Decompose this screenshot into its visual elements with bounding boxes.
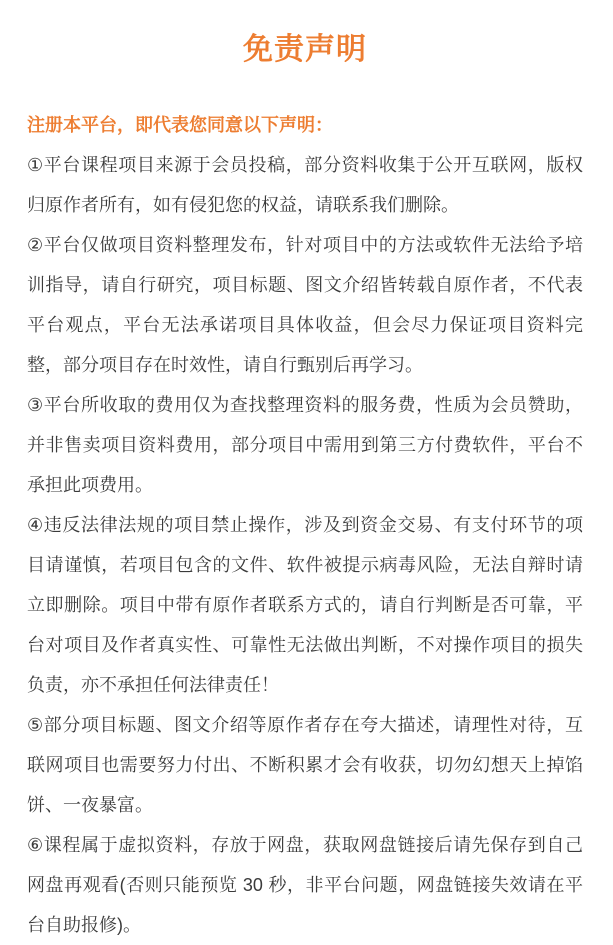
disclaimer-item-6: ⑥课程属于虚拟资料，存放于网盘，获取网盘链接后请先保存到自己网盘再观看(否则只能预览 30 秒，非平台问题，网盘链接失效请在平台自助报修)。: [27, 835, 583, 935]
page-title: 免责声明: [243, 33, 367, 66]
disclaimer-item-5: ⑤部分项目标题、图文介绍等原作者存在夸大描述，请理性对待，互联网项目也需要努力付出、不断积累才会有收获，切勿幻想天上掉馅饼、一夜暴富。: [27, 715, 583, 815]
disclaimer-item-1: ①平台课程项目来源于会员投稿，部分资料收集于公开互联网，版权归原作者所有，如有侵犯您的权益，请联系我们删除。: [27, 155, 583, 215]
disclaimer-item-4: ④违反法律法规的项目禁止操作，涉及到资金交易、有支付环节的项目请谨慎，若项目包含的文件、软件被提示病毒风险，无法自辩时请立即删除。项目中带有原作者联系方式的，请自行判断是否可靠，平台对项目及作者真实性、可靠性无法做出判断，不对操作项目的损失负责，亦不承担任何法律责任！: [27, 515, 583, 695]
disclaimer-paragraphs: [27, 145, 583, 945]
disclaimer-item-2: ②平台仅做项目资料整理发布，针对项目中的方法或软件无法给予培训指导，请自行研究，项目标题、图文介绍皆转载自原作者，不代表平台观点，平台无法承诺项目具体收益，但会尽力保证项目资料完整，部分项目存在时效性，请自行甄别后再学习。: [27, 235, 583, 375]
intro-statement: 注册本平台，即代表您同意以下声明：: [27, 115, 333, 135]
disclaimer-item-3: ③平台所收取的费用仅为查找整理资料的服务费，性质为会员赞助，并非售卖项目资料费用，部分项目中需用到第三方付费软件，平台不承担此项费用。: [27, 395, 583, 495]
